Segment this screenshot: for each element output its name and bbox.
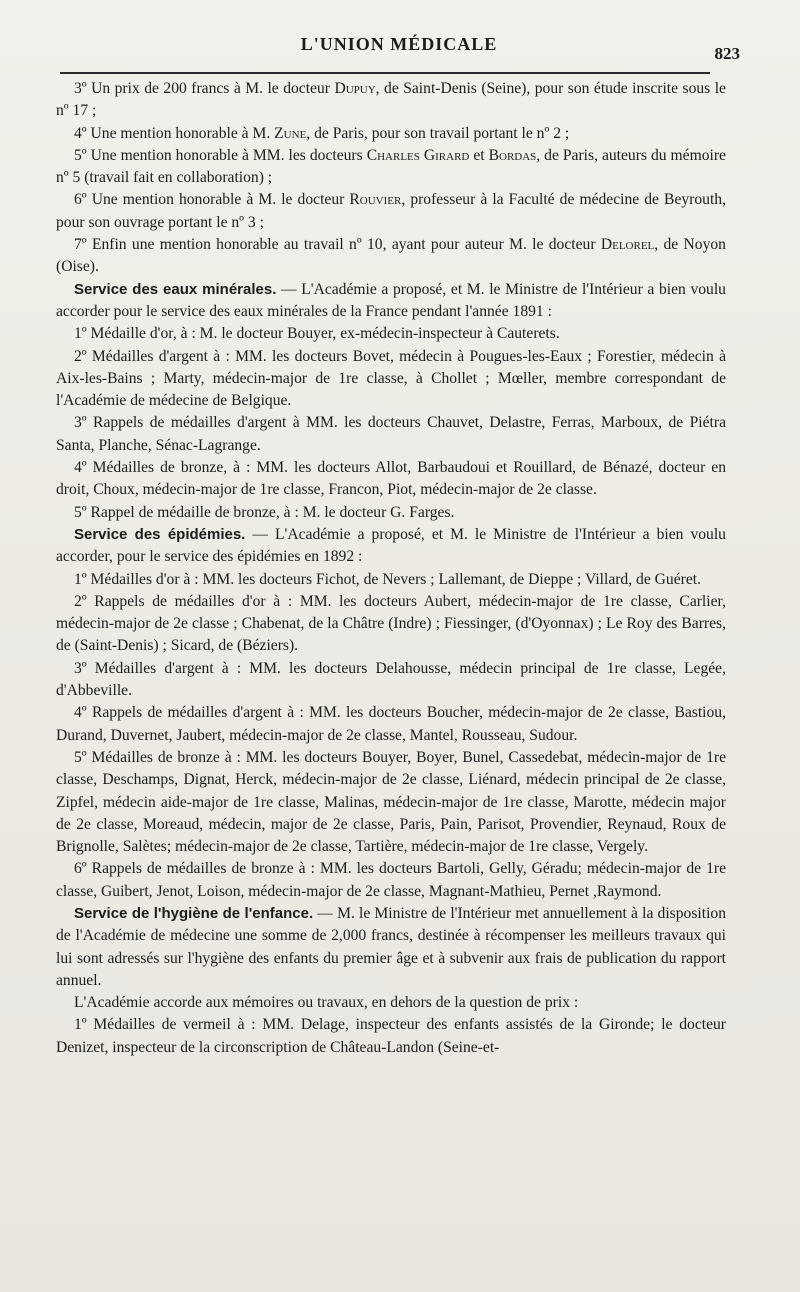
paragraph-text: — L'Académie a proposé, et M. le Ministre de l'Intérieur a bien voulu accorder, pour le service des épidémies en 1892 :	[56, 525, 726, 566]
paragraph	[56, 992, 726, 1014]
page-header	[58, 30, 740, 64]
paragraph-text: 7º Enfin une mention honorable au travail nº 10, ayant pour auteur M. le docteur	[74, 236, 601, 254]
paragraph-text: 3º Un prix de 200 francs à M. le docteur	[74, 80, 335, 97]
paragraph	[56, 702, 726, 747]
paragraph-text: , de Saint-Denis (Seine), pour son étude inscrite sous le nº 17 ;	[56, 80, 726, 120]
paragraph-text: L'Académie accorde aux mémoires ou travaux, en dehors de la question de prix :	[74, 994, 579, 1012]
section-heading: Service de l'hygiène de l'enfance.	[74, 904, 314, 922]
paragraph	[56, 591, 726, 658]
body-text	[56, 78, 726, 1059]
paragraph	[56, 524, 726, 569]
paragraph-text: 6º Une mention honorable à M. le docteur	[74, 191, 350, 209]
paragraph-text: 5º Rappel de médaille de bronze, à : M. le docteur G. Farges.	[74, 503, 455, 521]
paragraph-text: , de Paris, pour son travail portant le nº 2 ;	[306, 124, 570, 142]
running-title: L'UNION MÉDICALE	[300, 34, 498, 54]
paragraph	[56, 903, 726, 992]
paragraph-text: 2º Médailles d'argent à : MM. les docteurs Bovet, médecin à Pougues-les-Eaux ; Forestier, médecin à Aix-les-Bains ; Marty, médecin-major de 1re classe, à Chollet ; Mœller, membre correspondant de l'Académie de médecine de Belgique.	[56, 347, 726, 410]
paragraph	[56, 747, 726, 858]
page-number: 823	[714, 44, 740, 63]
paragraph	[56, 189, 726, 234]
paragraph	[56, 279, 726, 324]
author-name: Rouvier	[349, 191, 402, 209]
paragraph-text: , de Noyon (Oise).	[56, 236, 726, 276]
section-heading: Service des eaux minérales.	[74, 280, 277, 298]
paragraph-text: 3º Rappels de médailles d'argent à MM. les docteurs Chauvet, Delastre, Ferras, Marboux, de Piétra Santa, Planche, Sénac-Lagrange.	[56, 414, 726, 454]
paragraph-text: , de Paris, auteurs du mémoire nº 5 (travail fait en collaboration) ;	[56, 146, 726, 187]
paragraph-text: 1º Médaille d'or, à : M. le docteur Bouyer, ex-médecin-inspecteur à Cauterets.	[74, 325, 560, 343]
paragraph-text: 4º Rappels de médailles d'argent à : MM. les docteurs Boucher, médecin-major de 2e classe, Bastiou, Durand, Duvernet, Jaubert, médecin-major de 2e classe, Mantel, Rousseau, Sudour.	[56, 704, 726, 744]
author-name: Delorel	[600, 236, 655, 254]
paragraph	[56, 858, 726, 903]
paragraph	[56, 457, 726, 502]
paragraph-text: et	[469, 146, 489, 164]
paragraph-text: 1º Médailles d'or à : MM. les docteurs Fichot, de Nevers ; Lallemant, de Dieppe ; Villard, de Guéret.	[74, 570, 701, 588]
paragraph	[56, 234, 726, 279]
paragraph	[56, 1014, 726, 1059]
paragraph-text: 4º Une mention honorable à M.	[74, 124, 275, 142]
paragraph	[56, 412, 726, 457]
paragraph	[56, 123, 726, 145]
paragraph-text: 5º Médailles de bronze à : MM. les docteurs Bouyer, Boyer, Bunel, Cassedebat, médecin-major de 1re classe, Deschamps, Dignat, Herck, médecin-major de 2e classe, Liénard, médecin principal de 2e classe, Zipfel, médecin aide-major de 1re classe, Malinas, médecin-major de 1re classe, Marotte, médecin major de 2e classe, Moreaud, médecin, major de 2e classe, Paris, Pain, Parisot, Provendier, Reynaud, Roux de Brignolle, Salètes; médecin-major de 2e classe, Tartière, médecin-major de 1re classe, Vergely.	[56, 748, 726, 856]
paragraph	[56, 658, 726, 703]
paragraph	[56, 323, 726, 345]
paragraph	[56, 346, 726, 413]
paragraph-text: 2º Rappels de médailles d'or à : MM. les docteurs Aubert, médecin-major de 1re classe, Carlier, médecin-major de 2e classe ; Chabenat, de la Châtre (Indre) ; Fiessinger, (d'Oyonnax) ; Le Roy des Barres, de (Saint-Denis) ; Sicard, de (Béziers).	[56, 592, 726, 655]
author-name: Charles Girard	[366, 146, 470, 164]
author-name: Dupuy	[334, 80, 376, 97]
paragraph	[56, 78, 726, 123]
paragraph-text: — M. le Ministre de l'Intérieur met annuellement à la disposition de l'Académie de médecine une somme de 2,000 francs, destinée à récompenser les meilleurs travaux qui lui sont adressés sur l'hygiène des enfants du premier âge et à subvenir aux frais de publication du rapport annuel.	[56, 904, 726, 989]
author-name: Zune	[274, 124, 307, 142]
paragraph	[56, 502, 726, 524]
paragraph-text: 6º Rappels de médailles de bronze à : MM. les docteurs Bartoli, Gelly, Géradu; médecin-major de 1re classe, Guibert, Jenot, Loison, médecin-major de 2e classe, Magnant-Mathieu, Pernet ,Raymond.	[56, 860, 726, 900]
header-rule	[60, 72, 710, 74]
paragraph-text: 4º Médailles de bronze, à : MM. les docteurs Allot, Barbaudoui et Rouillard, de Bénazé, docteur en droit, Choux, médecin-major de 1re classe, Francon, Piot, médecin-major de 2e classe.	[56, 459, 726, 499]
paragraph-text: 5º Une mention honorable à MM. les docteurs	[74, 146, 367, 164]
paragraph-text: — L'Académie a proposé, et M. le Ministre de l'Intérieur a bien voulu accorder pour le service des eaux minérales de la France pendant l'année 1891 :	[56, 280, 726, 320]
section-heading: Service des épidémies.	[74, 525, 246, 543]
author-name: Bordas	[488, 146, 537, 164]
paragraph-text: 3º Médailles d'argent à : MM. les docteurs Delahousse, médecin principal de 1re classe, Legée, d'Abbeville.	[56, 659, 726, 700]
paragraph-text: , professeur à la Faculté de médecine de Beyrouth, pour son ouvrage portant le nº 3 ;	[56, 191, 726, 231]
paragraph	[56, 145, 726, 190]
paragraph-text: 1º Médailles de vermeil à : MM. Delage, inspecteur des enfants assistés de la Gironde; le docteur Denizet, inspecteur de la circonscription de Château-Landon (Seine-et-	[56, 1016, 726, 1056]
paragraph	[56, 569, 726, 591]
